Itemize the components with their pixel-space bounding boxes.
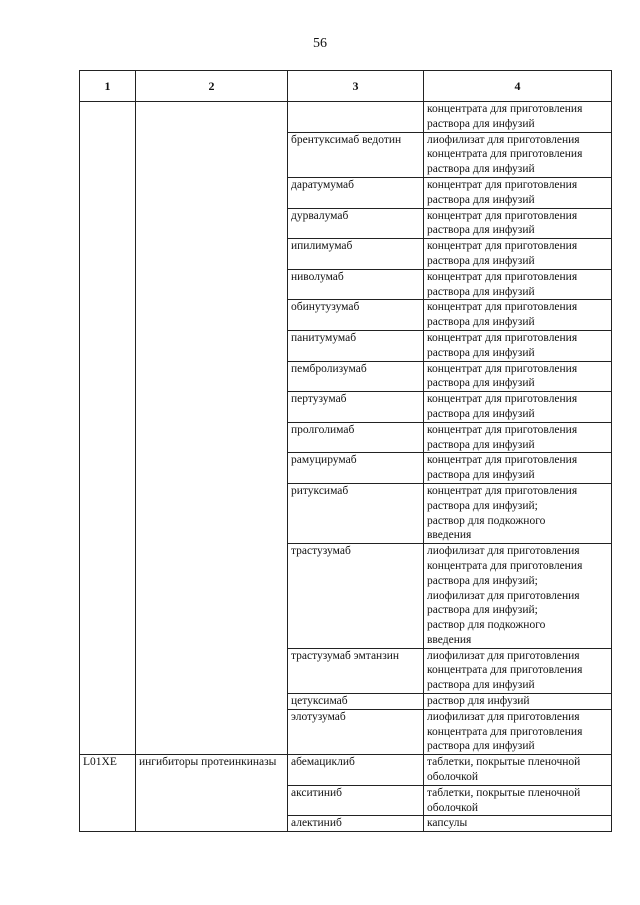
drug-name-cell: пертузумаб xyxy=(288,392,424,423)
dosage-form-line: оболочкой xyxy=(427,771,479,784)
drug-name-cell: панитумумаб xyxy=(288,330,424,361)
dosage-form-line: концентрат для приготовления xyxy=(427,484,578,497)
dosage-form-cell xyxy=(424,709,612,754)
dosage-form-cell xyxy=(424,648,612,693)
dosage-form-line: раствора для инфузий xyxy=(427,679,535,692)
column-header: 1 xyxy=(80,71,136,102)
drug-name-cell: трастузумаб xyxy=(288,544,424,649)
drug-name-cell: рамуцирумаб xyxy=(288,453,424,484)
dosage-form-cell xyxy=(424,208,612,239)
dosage-form-line: введения xyxy=(427,529,472,542)
dosage-form-line: концентрата для приготовления xyxy=(427,103,583,115)
dosage-form-line: лиофилизат для приготовления xyxy=(427,545,580,558)
dosage-form-line: лиофилизат для приготовления xyxy=(427,589,580,602)
drug-table xyxy=(79,70,612,832)
dosage-form-cell xyxy=(424,483,612,543)
dosage-form-cell xyxy=(424,132,612,177)
dosage-form-line: раствора для инфузий; xyxy=(427,604,538,617)
dosage-form-cell xyxy=(424,694,612,710)
drug-name-cell: пролголимаб xyxy=(288,422,424,453)
dosage-form-line: концентрата для приготовления xyxy=(427,148,583,161)
dosage-form-line: таблетки, покрытые пленочной xyxy=(427,786,581,799)
drug-name-cell: абемациклиб xyxy=(288,755,424,786)
dosage-form-line: концентрат для приготовления xyxy=(427,270,578,283)
dosage-form-line: концентрат для приготовления xyxy=(427,240,578,253)
drug-name-cell: даратумумаб xyxy=(288,177,424,208)
dosage-form-line: лиофилизат для приготовления xyxy=(427,710,580,723)
dosage-form-line: введения xyxy=(427,633,472,646)
drug-name-cell: акситиниб xyxy=(288,785,424,816)
dosage-form-line: раствора для инфузий xyxy=(427,407,535,420)
drug-name-cell: трастузумаб эмтанзин xyxy=(288,648,424,693)
dosage-form-line: раствора для инфузий xyxy=(427,285,535,298)
table-row xyxy=(80,755,612,786)
drug-name-cell: пембролизумаб xyxy=(288,361,424,392)
drug-name-cell: брентуксимаб ведотин xyxy=(288,132,424,177)
column-header: 3 xyxy=(288,71,424,102)
dosage-form-cell xyxy=(424,269,612,300)
table-body xyxy=(80,102,612,832)
dosage-form-cell xyxy=(424,102,612,133)
group-name-cell xyxy=(136,102,288,755)
dosage-form-line: концентрат для приготовления xyxy=(427,423,578,436)
dosage-form-line: раствора для инфузий xyxy=(427,224,535,237)
dosage-form-line: раствора для инфузий xyxy=(427,346,535,359)
dosage-form-line: концентрат для приготовления xyxy=(427,301,578,314)
dosage-form-line: лиофилизат для приготовления xyxy=(427,649,580,662)
table-row xyxy=(80,102,612,133)
atc-code-cell xyxy=(80,102,136,755)
dosage-form-cell xyxy=(424,239,612,270)
column-header: 4 xyxy=(424,71,612,102)
dosage-form-line: раствора для инфузий xyxy=(427,193,535,206)
dosage-form-line: концентрат для приготовления xyxy=(427,454,578,467)
atc-code-cell: L01XE xyxy=(80,755,136,832)
dosage-form-cell xyxy=(424,544,612,649)
dosage-form-line: концентрата для приготовления xyxy=(427,559,583,572)
dosage-form-line: концентрат для приготовления xyxy=(427,362,578,375)
dosage-form-cell xyxy=(424,392,612,423)
drug-name-cell: обинутузумаб xyxy=(288,300,424,331)
page-number: 56 xyxy=(313,36,327,51)
dosage-form-line: раствора для инфузий xyxy=(427,163,535,176)
dosage-form-line: лиофилизат для приготовления xyxy=(427,133,580,146)
dosage-form-cell xyxy=(424,453,612,484)
dosage-form-line: концентрат для приготовления xyxy=(427,331,578,344)
drug-name-cell: элотузумаб xyxy=(288,709,424,754)
drug-name-cell: ипилимумаб xyxy=(288,239,424,270)
dosage-form-cell xyxy=(424,785,612,816)
dosage-form-line: раствора для инфузий; xyxy=(427,574,538,587)
dosage-form-line: раствора для инфузий xyxy=(427,254,535,267)
dosage-form-line: концентрат для приготовления xyxy=(427,209,578,222)
drug-name-cell: дурвалумаб xyxy=(288,208,424,239)
drug-name-cell: ритуксимаб xyxy=(288,483,424,543)
dosage-form-line: концентрат для приготовления xyxy=(427,393,578,406)
drug-name-cell: ниволумаб xyxy=(288,269,424,300)
dosage-form-cell xyxy=(424,177,612,208)
group-name-cell: ингибиторы протеинкиназы xyxy=(136,755,288,832)
dosage-form-line: раствор для инфузий xyxy=(427,695,530,708)
dosage-form-line: оболочкой xyxy=(427,801,479,814)
dosage-form-line: капсулы xyxy=(427,817,468,830)
column-header: 2 xyxy=(136,71,288,102)
drug-name-cell: алектиниб xyxy=(288,816,424,832)
drug-name-cell xyxy=(288,102,424,133)
dosage-form-cell xyxy=(424,422,612,453)
dosage-form-cell xyxy=(424,330,612,361)
dosage-form-cell xyxy=(424,300,612,331)
dosage-form-line: раствора для инфузий; xyxy=(427,499,538,512)
dosage-form-line: раствора для инфузий xyxy=(427,740,535,753)
table-header-row xyxy=(80,71,612,102)
dosage-form-line: концентрат для приготовления xyxy=(427,178,578,191)
dosage-form-line: раствора для инфузий xyxy=(427,469,535,482)
dosage-form-line: раствора для инфузий xyxy=(427,117,535,130)
dosage-form-line: раствора для инфузий xyxy=(427,316,535,329)
dosage-form-cell xyxy=(424,755,612,786)
dosage-form-line: раствора для инфузий xyxy=(427,438,535,451)
dosage-form-line: концентрата для приготовления xyxy=(427,725,583,738)
dosage-form-line: раствор для подкожного xyxy=(427,514,546,527)
dosage-form-line: таблетки, покрытые пленочной xyxy=(427,756,581,769)
drug-name-cell: цетуксимаб xyxy=(288,694,424,710)
dosage-form-line: раствор для подкожного xyxy=(427,619,546,632)
dosage-form-cell xyxy=(424,816,612,832)
dosage-form-line: раствора для инфузий xyxy=(427,377,535,390)
dosage-form-cell xyxy=(424,361,612,392)
dosage-form-line: концентрата для приготовления xyxy=(427,664,583,677)
